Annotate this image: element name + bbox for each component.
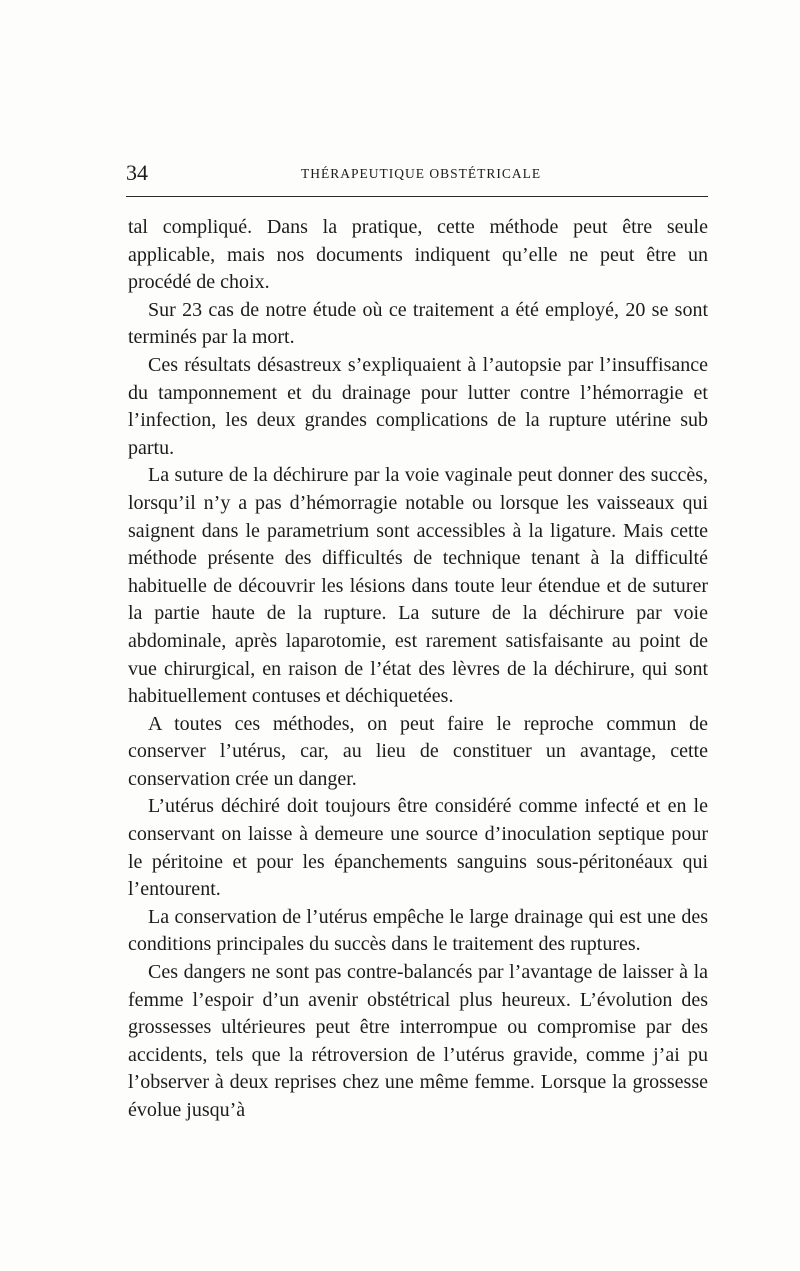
paragraph-continuation: tal compliqué. Dans la pratique, cette méthode peut être seule applicable, mais nos documents indiquent qu’elle ne peut être un procédé de choix. bbox=[128, 216, 708, 294]
page-number: 34 bbox=[126, 160, 148, 185]
paragraph: Sur 23 cas de notre étude où ce traitement a été employé, 20 se sont terminés par la mort. bbox=[128, 298, 708, 349]
page-header bbox=[126, 160, 708, 188]
paragraph: A toutes ces méthodes, on peut faire le reproche commun de conserver l’utérus, car, au lieu de constituer un avantage, cette conservation crée un danger. bbox=[128, 712, 708, 790]
running-title: THÉRAPEUTIQUE OBSTÉTRICALE bbox=[301, 166, 542, 181]
body-text bbox=[128, 214, 708, 1125]
paragraph: L’utérus déchiré doit toujours être considéré comme infecté et en le conservant on laisse à demeure une source d’inoculation septique pour le péritoine et pour les épanchements sanguins sous-péritonéaux qui l’entourent. bbox=[128, 795, 708, 901]
header-rule bbox=[126, 196, 708, 197]
paragraph: Ces dangers ne sont pas contre-balancés par l’avantage de laisser à la femme l’espoir d’un avenir obstétrical plus heureux. L’évolution des grossesses ultérieures peut être interrompue ou compromise par des accidents, tels que la rétroversion de l’utérus gravide, comme j’ai pu l’observer à deux reprises chez une même femme. Lorsque la grossesse évolue jusqu’à bbox=[128, 961, 708, 1121]
paragraph: Ces résultats désastreux s’expliquaient à l’autopsie par l’insuffisance du tamponnement et du drainage pour lutter contre l’hémorragie et l’infection, les deux grandes complications de la rupture utérine sub partu. bbox=[128, 353, 708, 459]
paragraph: La conservation de l’utérus empêche le large drainage qui est une des conditions principales du succès dans le traitement des ruptures. bbox=[128, 905, 708, 956]
paragraph: La suture de la déchirure par la voie vaginale peut donner des succès, lorsqu’il n’y a pas d’hémorragie notable ou lorsque les vaisseaux qui saignent dans le parametrium sont accessibles à la ligature. Mais cette méthode présente des difficultés de technique tenant à la difficulté habituelle de découvrir les lésions dans toute leur étendue et de suturer la partie haute de la rupture. La suture de la déchirure par voie abdominale, après laparotomie, est rarement satisfaisante au point de vue chirurgical, en raison de l’état des lèvres de la déchirure, qui sont habituellement contuses et déchiquetées. bbox=[128, 464, 708, 708]
